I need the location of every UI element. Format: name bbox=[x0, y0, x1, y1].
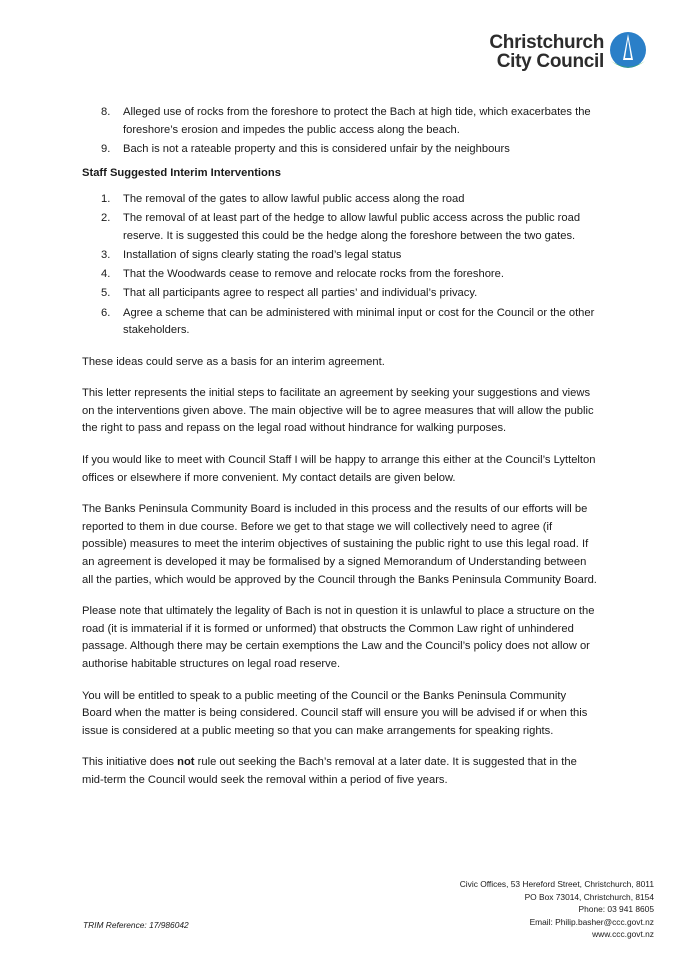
list-item-number: 8. bbox=[101, 106, 111, 118]
list-item bbox=[82, 141, 597, 159]
paragraph-speaking-rights: You will be entitled to speak to a public meeting of the Council or the Banks Peninsula Community Board when the matter is being considered. Council staff will ensure you will be advised if or when this issue is considered at a public meeting so that you can make arrangements for speaking rights. bbox=[82, 689, 588, 737]
paragraph-community-board: The Banks Peninsula Community Board is included in this process and the results of our efforts will be reported to them in due course. Before we get to that stage we will collectively need to agree (if possible) measures to meet the interim objectives of sustaining the public right to use this legal road. If an agreement is developed it may be formalised by a signed Memorandum of Understanding between all the parties, which would be approved by the Council through the Banks Peninsula Community Board. bbox=[82, 503, 597, 586]
logo-line-2: City Council bbox=[496, 51, 604, 72]
list-item-text: Installation of signs clearly stating the road’s legal status bbox=[123, 248, 402, 261]
paragraph-legality: Please note that ultimately the legality of Bach is not in question it is unlawful to place a structure on the road (it is immaterial if it is formed or unformed) that obstructs the Common Law right of unhindered passage. Although there may be certain exemptions the Law and the Council’s policy does not allow or authorise habitable structures on legal road reserve. bbox=[82, 605, 595, 670]
trim-reference: TRIM Reference: 17/986042 bbox=[83, 920, 189, 930]
list-item-text: Bach is not a rateable property and this is considered unfair by the neighbours bbox=[123, 142, 510, 155]
list-item-text: The removal of at least part of the hedge to allow lawful public access across the public road reserve. It is suggested this could be the hedge along the foreshore between the two gates. bbox=[123, 212, 581, 242]
paragraph-initial-steps: This letter represents the initial steps to facilitate an agreement by seeking your suggestions and views on the interventions given above. The main objective will be to agree measures that will allow the public the right to pass and repass on the legal road without hindrance for walking purposes. bbox=[82, 387, 594, 435]
list-item bbox=[82, 247, 597, 265]
list-item bbox=[82, 305, 597, 340]
list-item bbox=[82, 191, 597, 209]
list-item-number: 6. bbox=[101, 306, 111, 319]
paragraph-removal bbox=[82, 754, 597, 789]
list-item-text: Agree a scheme that can be administered with minimal input or cost for the Council or the other stakeholders. bbox=[123, 306, 595, 337]
list-item-number: 9. bbox=[101, 142, 111, 155]
paragraph-interim-basis: These ideas could serve as a basis for an interim agreement. bbox=[82, 355, 385, 368]
letter-body bbox=[82, 104, 597, 790]
list-item-text: The removal of the gates to allow lawful public access along the road bbox=[123, 192, 465, 205]
logo-line-1: Christchurch bbox=[489, 32, 604, 53]
list-item bbox=[82, 266, 597, 284]
council-logo bbox=[478, 30, 650, 78]
list-item bbox=[82, 285, 597, 303]
paragraph-meeting-offer: If you would like to meet with Council Staff I will be happy to arrange this either at the Council’s Lyttelton offices or elsewhere if more convenient. My contact details are given below. bbox=[82, 454, 596, 484]
logo-text bbox=[489, 34, 604, 72]
list-item-number: 4. bbox=[101, 268, 111, 281]
cathedral-spire-icon bbox=[606, 30, 650, 74]
list-item-number: 5. bbox=[101, 287, 111, 300]
list-item bbox=[82, 104, 597, 139]
contact-details bbox=[460, 878, 654, 941]
paragraph-removal-end: rule out seeking the Bach’s removal at a later date. It is suggested that in the mid-term the Council would seek the removal within a period of five years. bbox=[82, 756, 577, 786]
paragraph-removal-emphasis: not bbox=[177, 756, 195, 769]
website: www.ccc.govt.nz bbox=[592, 929, 654, 939]
address: Civic Offices, 53 Hereford Street, Christchurch, 8011 bbox=[459, 879, 654, 889]
list-item-text: That the Woodwards cease to remove and relocate rocks from the foreshore. bbox=[123, 268, 504, 281]
list-item-number: 1. bbox=[101, 192, 111, 205]
po-box: PO Box 73014, Christchurch, 8154 bbox=[524, 891, 654, 902]
list-item-text: That all participants agree to respect all parties’ and individual’s privacy. bbox=[123, 287, 478, 300]
email: Email: Philip.basher@ccc.govt.nz bbox=[529, 916, 654, 927]
list-item-text: Alleged use of rocks from the foreshore to protect the Bach at high tide, which exacerbates the foreshore’s erosion and impedes the public access along the beach. bbox=[123, 106, 591, 136]
list-item-number: 2. bbox=[101, 212, 111, 225]
list-item bbox=[82, 210, 597, 245]
phone: Phone: 03 941 8605 bbox=[578, 904, 654, 914]
concerns-list-continued bbox=[82, 104, 597, 158]
list-item-number: 3. bbox=[101, 248, 111, 261]
section-heading: Staff Suggested Interim Interventions bbox=[82, 167, 281, 180]
interventions-list bbox=[82, 191, 597, 340]
paragraph-removal-start: This initiative does bbox=[82, 756, 178, 769]
